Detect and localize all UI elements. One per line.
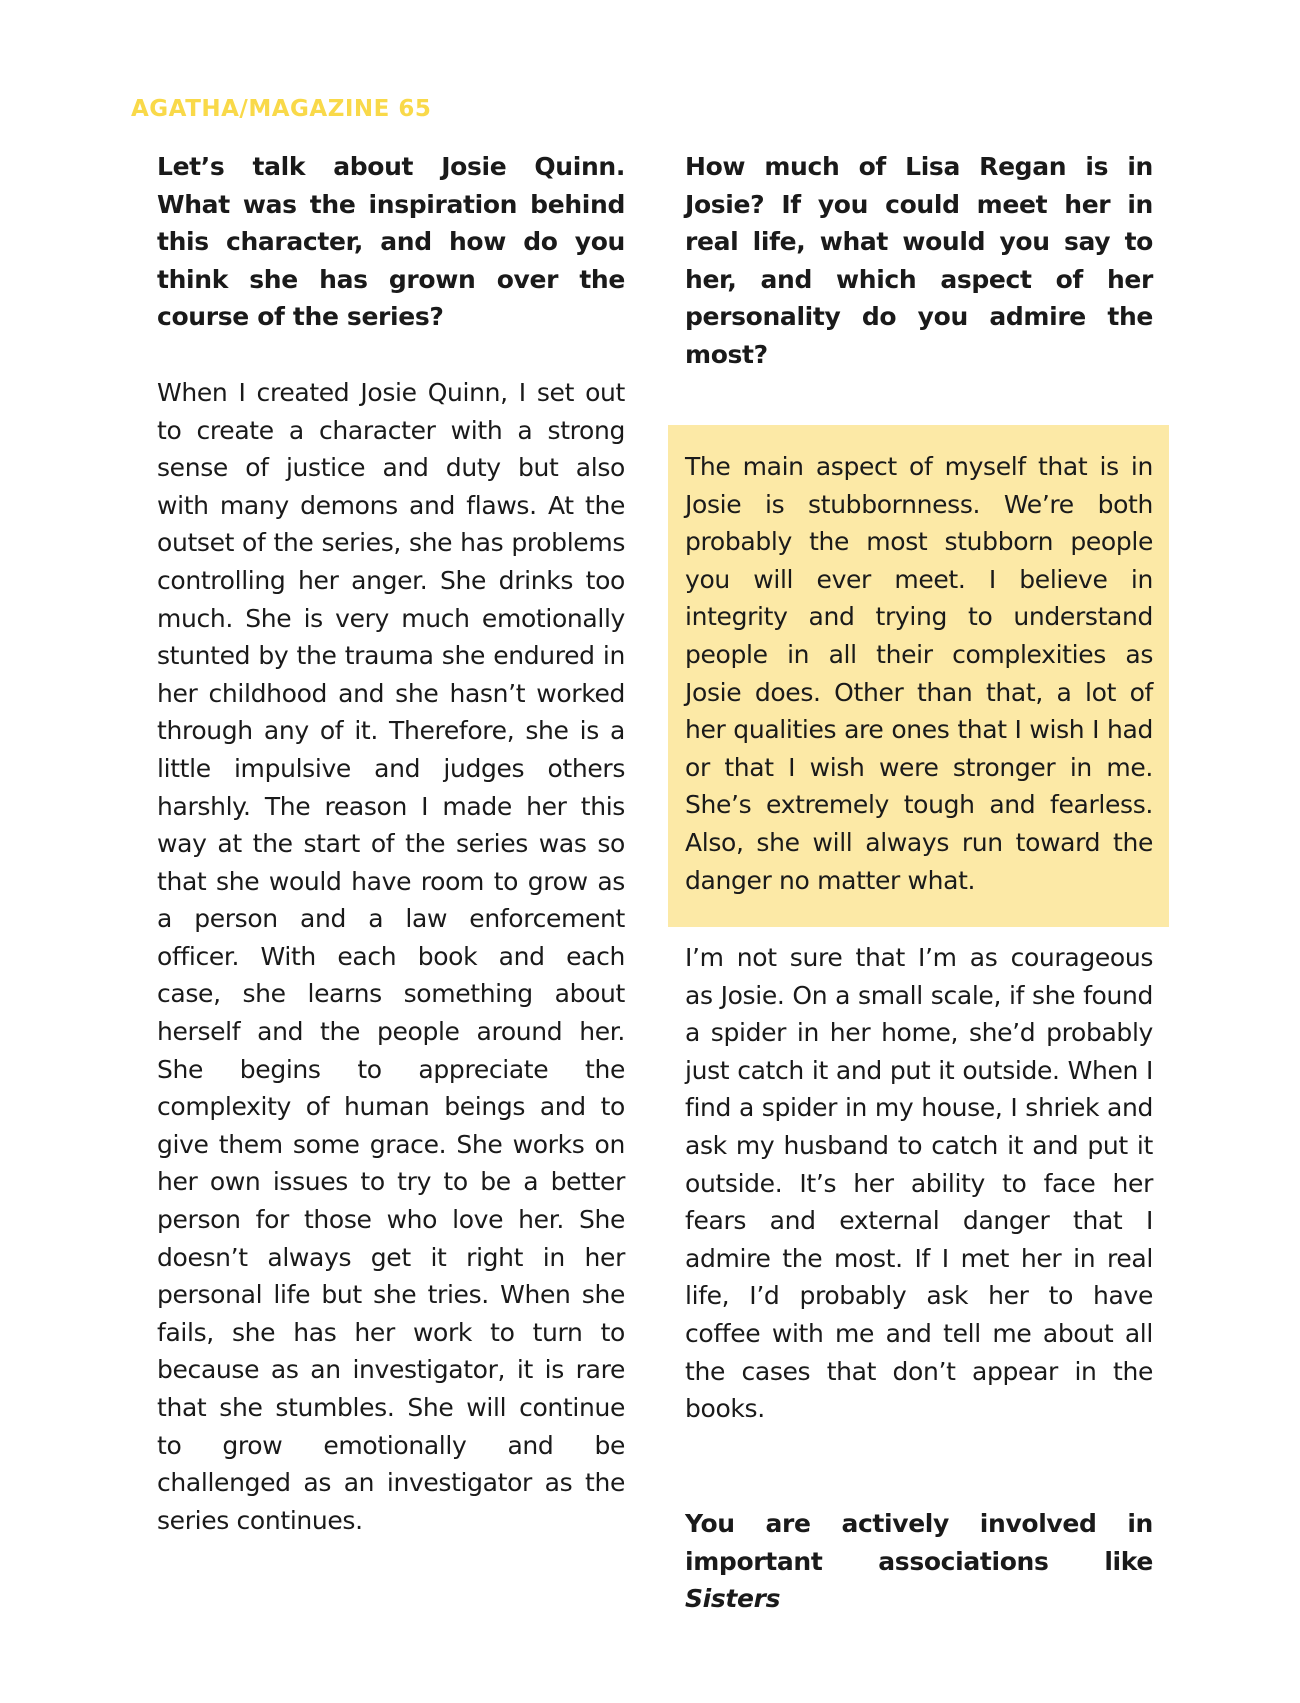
next-question bbox=[685, 1505, 1153, 1618]
answer-lisa-regan: I’m not sure that I’m as courageous as Josie. On a small scale, if she found a spider in her home, she’d probably just catch it and put it outside. When I find a spider in my house, I shriek and ask my husband to catch it and put it outside. It’s her ability to face her fears and external danger that I admire the most. If I met her in real life, I’d probably ask her to have coffee with me and tell me about all the cases that don’t appear in the books. bbox=[685, 943, 1153, 1424]
left-column bbox=[157, 148, 625, 1539]
spacer bbox=[157, 336, 625, 374]
callout-text: The main aspect of myself that is in Josie is stubbornness. We’re both probably the most stubborn people you will ever meet. I believe in integrity and trying to understand people in all their complexities as Josie does. Other than that, a lot of her qualities are ones that I wish I had or that I wish were stronger in me. She’s extremely tough and fearless. Also, she will always run toward the danger no matter what. bbox=[685, 452, 1153, 895]
right-column-question bbox=[685, 148, 1153, 374]
highlight-callout bbox=[685, 448, 1153, 899]
question-lisa-regan: How much of Lisa Regan is in Josie? If you could meet her in real life, what would you say to her, and which aspect of her personality do you admire the most? bbox=[685, 152, 1153, 369]
right-column-answer bbox=[685, 939, 1153, 1428]
question-associations-lead: You are actively involved in important associations like bbox=[685, 1509, 1153, 1576]
running-head: AGATHA/MAGAZINE 65 bbox=[131, 96, 432, 122]
question-associations-italic: Sisters bbox=[685, 1584, 781, 1614]
question-josie-quinn: Let’s talk about Josie Quinn. What was the inspiration behind this character, and how do you think she has grown over the course of the series? bbox=[157, 152, 625, 332]
question-associations bbox=[685, 1505, 1153, 1618]
answer-josie-quinn: When I created Josie Quinn, I set out to create a character with a strong sense of justice and duty but also with many demons and flaws. At the outset of the series, she has problems controlling her anger. She drinks too much. She is very much emotionally stunted by the trauma she endured in her childhood and she hasn’t worked through any of it. Therefore, she is a little impulsive and judges others harshly. The reason I made her this way at the start of the series was so that she would have room to grow as a person and a law enforcement officer. With each book and each case, she learns something about herself and the people around her. She begins to appreciate the complexity of human beings and to give them some grace. She works on her own issues to try to be a better person for those who love her. She doesn’t always get it right in her personal life but she tries. When she fails, she has her work to turn to because as an investigator, it is rare that she stumbles. She will continue to grow emotionally and be challenged as an investigator as the series continues. bbox=[157, 377, 625, 1535]
